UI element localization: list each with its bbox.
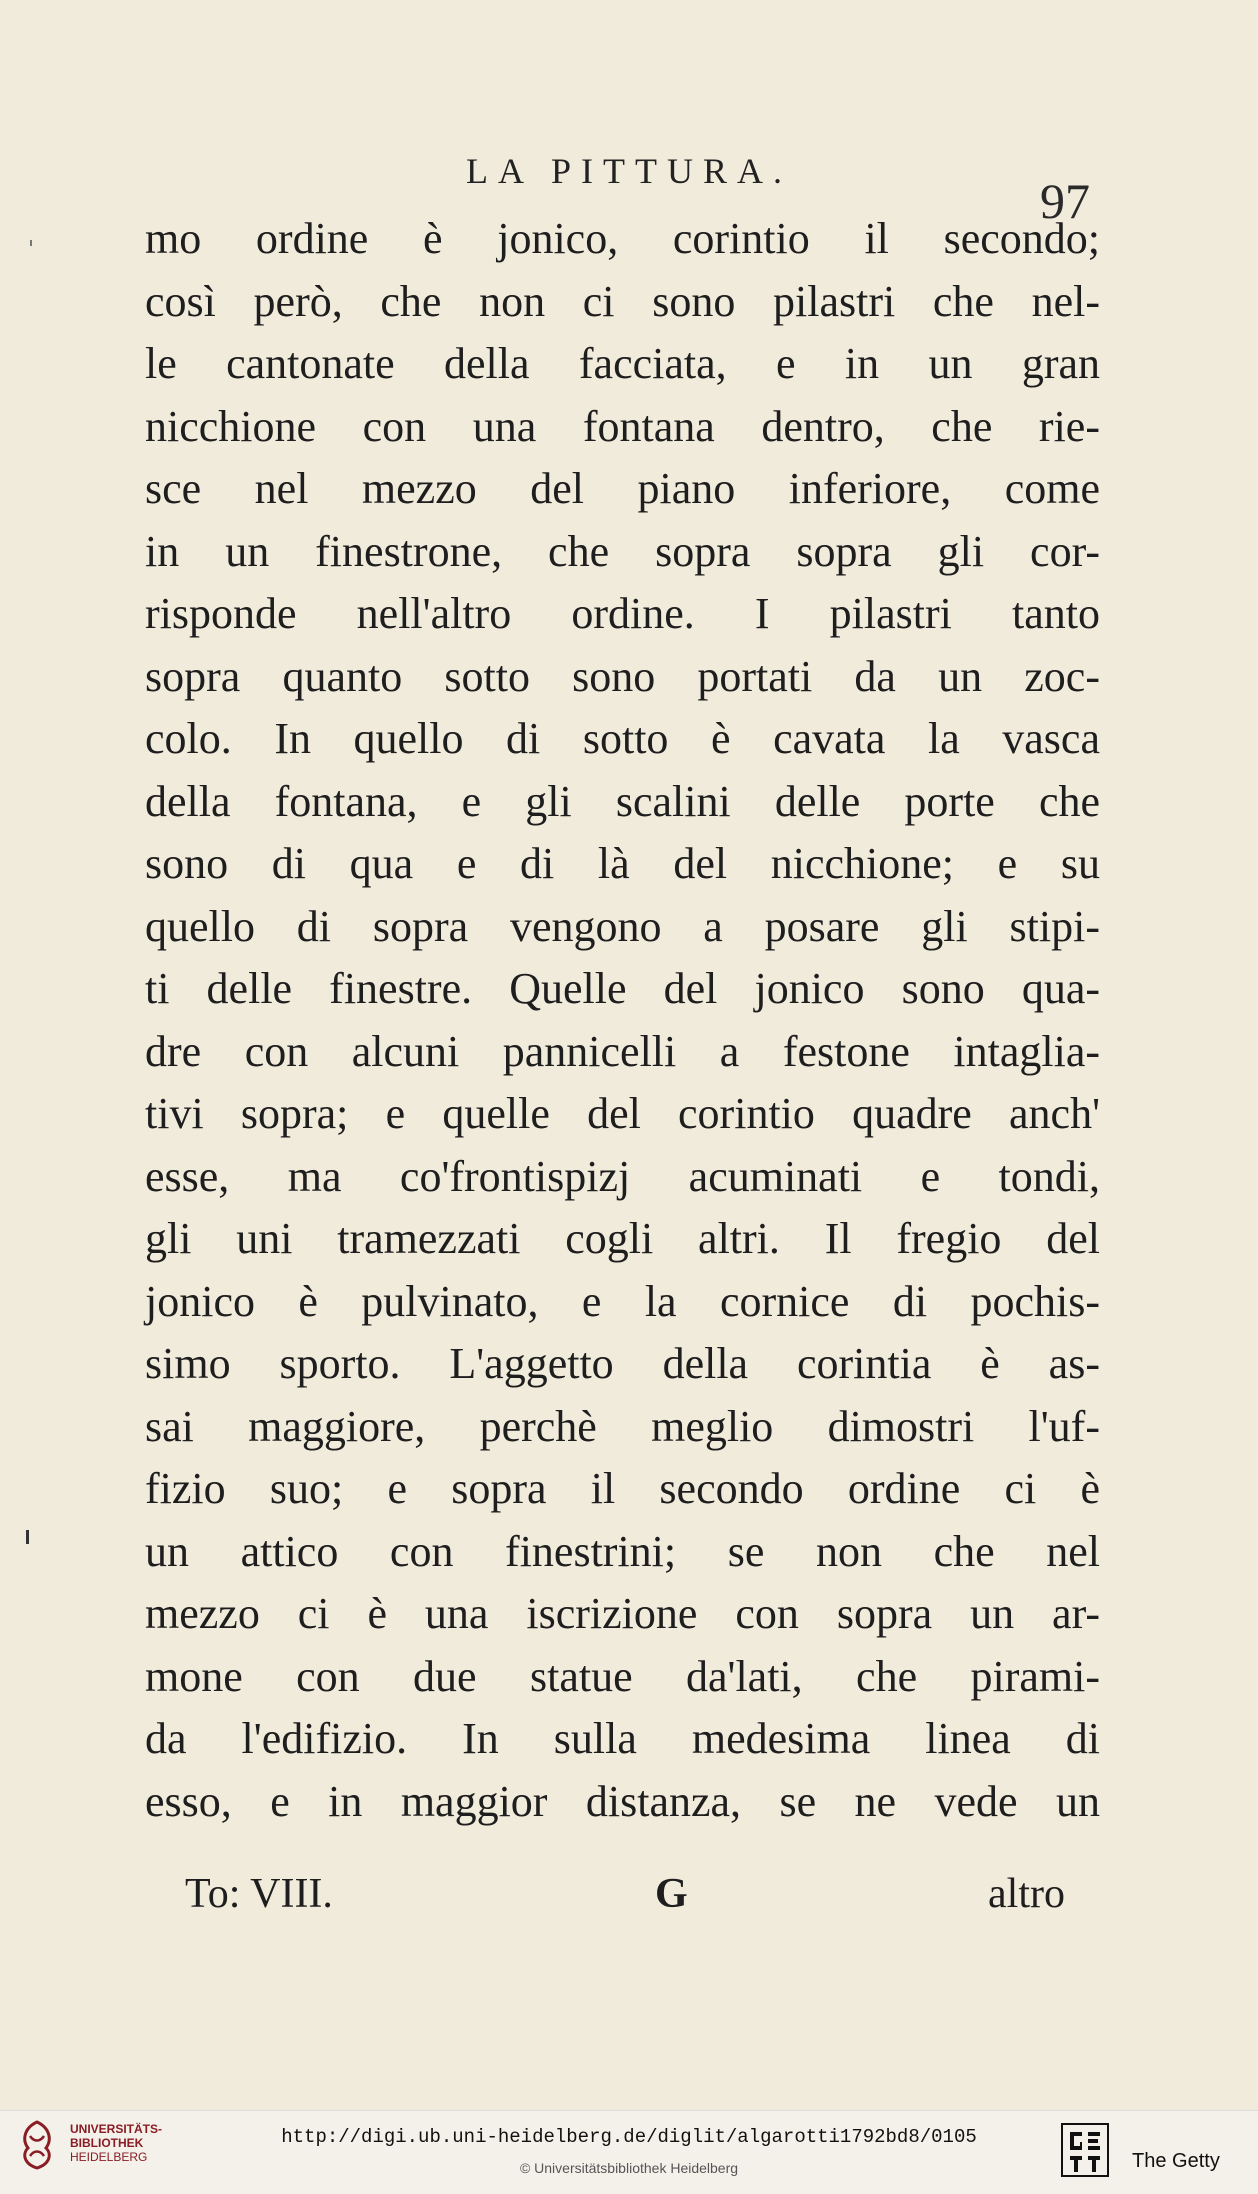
text-line: colo. In quello di sotto è cavata la vasca: [145, 714, 1100, 763]
text-line: sono di qua e di là del nicchione; e su: [145, 839, 1100, 888]
text-line: quello di sopra vengono a posare gli stipi-: [145, 901, 1100, 951]
text-line: tivi sopra; e quelle del corintio quadre anch': [145, 1089, 1100, 1138]
library-name-line: BIBLIOTHEK: [70, 2136, 144, 2150]
text-line: nicchione con una fontana dentro, che rie-: [145, 401, 1100, 451]
text-line: sopra quanto sotto sono portati da un zoc-: [145, 651, 1100, 701]
text-line: esse, ma co'frontispizj acuminati e tondi,: [145, 1151, 1100, 1201]
getty-name: The Getty: [1132, 2150, 1220, 2172]
text-line: mezzo ci è una iscrizione con sopra un ar-: [145, 1589, 1100, 1638]
body-text: [145, 208, 1100, 1833]
margin-mark: [26, 1530, 29, 1544]
text-line: jonico è pulvinato, e la cornice di pochis-: [145, 1276, 1100, 1326]
text-line: le cantonate della facciata, e in un gran: [145, 339, 1100, 388]
text-line: in un finestrone, che sopra sopra gli cor-: [145, 526, 1100, 576]
text-line: fizio suo; e sopra il secondo ordine ci è: [145, 1464, 1100, 1513]
running-head: LA PITTURA.: [466, 151, 792, 191]
text-line: gli uni tramezzati cogli altri. Il fregio del: [145, 1214, 1100, 1263]
text-line: un attico con finestrini; se non che nel: [145, 1526, 1100, 1576]
text-line: da l'edifizio. In sulla medesima linea di: [145, 1714, 1100, 1763]
catchword: altro: [988, 1871, 1065, 1917]
text-line: della fontana, e gli scalini delle porte che: [145, 776, 1100, 826]
text-line: così però, che non ci sono pilastri che nel-: [145, 276, 1100, 326]
text-line: sce nel mezzo del piano inferiore, come: [145, 464, 1100, 513]
library-name-line: UNIVERSITÄTS-: [70, 2122, 163, 2136]
margin-tick: [30, 240, 32, 246]
gathering-mark: G: [655, 1871, 688, 1917]
page-number: 97: [1040, 173, 1090, 229]
text-line: simo sporto. L'aggetto della corintia è as-: [145, 1339, 1100, 1388]
copyright-notice: © Universitätsbibliothek Heidelberg: [519, 2160, 739, 2176]
library-name-line: HEIDELBERG: [70, 2150, 148, 2164]
text-line: esso, e in maggior distanza, se ne vede un: [145, 1776, 1100, 1826]
text-line: mo ordine è jonico, corintio il secondo;: [145, 214, 1100, 263]
text-line: mone con due statue da'lati, che pirami-: [145, 1651, 1100, 1701]
volume-signature: To: VIII.: [185, 1871, 333, 1917]
text-line: sai maggiore, perchè meglio dimostri l'uf-: [145, 1401, 1100, 1451]
permalink-url[interactable]: http://digi.ub.uni-heidelberg.de/diglit/algarotti1792bd8/0105: [281, 2126, 977, 2148]
text-line: ti delle finestre. Quelle del jonico sono qua-: [145, 964, 1100, 1013]
page-footer: [185, 1870, 1065, 1930]
getty-logo-icon: [1060, 2122, 1110, 2178]
text-line: dre con alcuni pannicelli a festone intaglia-: [145, 1026, 1100, 1076]
text-line: risponde nell'altro ordine. I pilastri tanto: [145, 589, 1100, 638]
